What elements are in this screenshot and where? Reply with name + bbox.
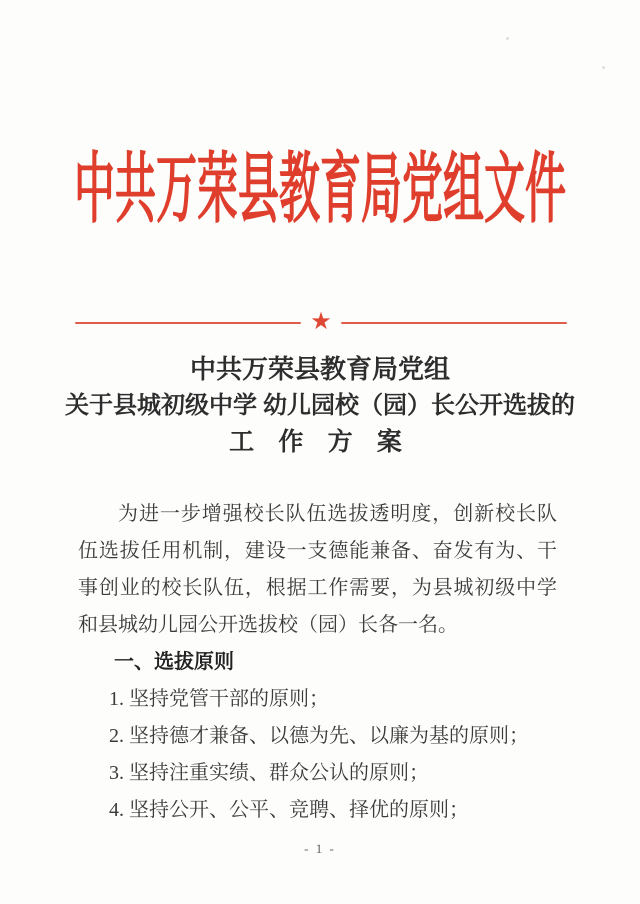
scan-artifact-dot xyxy=(506,37,509,40)
scan-artifact-dot xyxy=(602,66,605,69)
page-number: - 1 - xyxy=(304,841,336,856)
list-item: 4. 坚持公开、公平、竞聘、择优的原则； xyxy=(109,799,469,821)
separator-line-right xyxy=(341,322,567,324)
list-item: 2. 坚持德才兼备、以德为先、以廉为基的原则； xyxy=(109,725,529,747)
document-title-line1: 中共万荣县教育局党组 xyxy=(189,355,450,384)
document-body xyxy=(78,496,557,829)
list-item: 1. 坚持党管干部的原则； xyxy=(109,688,329,710)
section-heading: 一、选拔原则 xyxy=(114,651,234,673)
star-icon: ★ xyxy=(310,307,332,335)
separator-line-left xyxy=(75,322,301,324)
intro-paragraph: 为进一步增强校长队伍选拔透明度，创新校长队伍选拔任用机制，建设一支德能兼备、奋发有为、干事创业的校长队伍，根据工作需要，为县城初级中学和县城幼儿园公开选拔校（园）长各一名。 xyxy=(78,503,557,636)
red-separator xyxy=(75,307,567,335)
list-item: 3. 坚持注重实绩、群众公认的原则； xyxy=(109,762,429,784)
letterhead-title: 中共万荣县教育局党组文件 xyxy=(74,145,566,232)
letterhead xyxy=(0,136,640,232)
document-title-line2: 关于县城初级中学 幼儿园校（园）长公开选拔的 xyxy=(65,393,575,419)
document-title-line3: 工 作 方 案 xyxy=(229,429,411,456)
document-title xyxy=(36,351,604,461)
